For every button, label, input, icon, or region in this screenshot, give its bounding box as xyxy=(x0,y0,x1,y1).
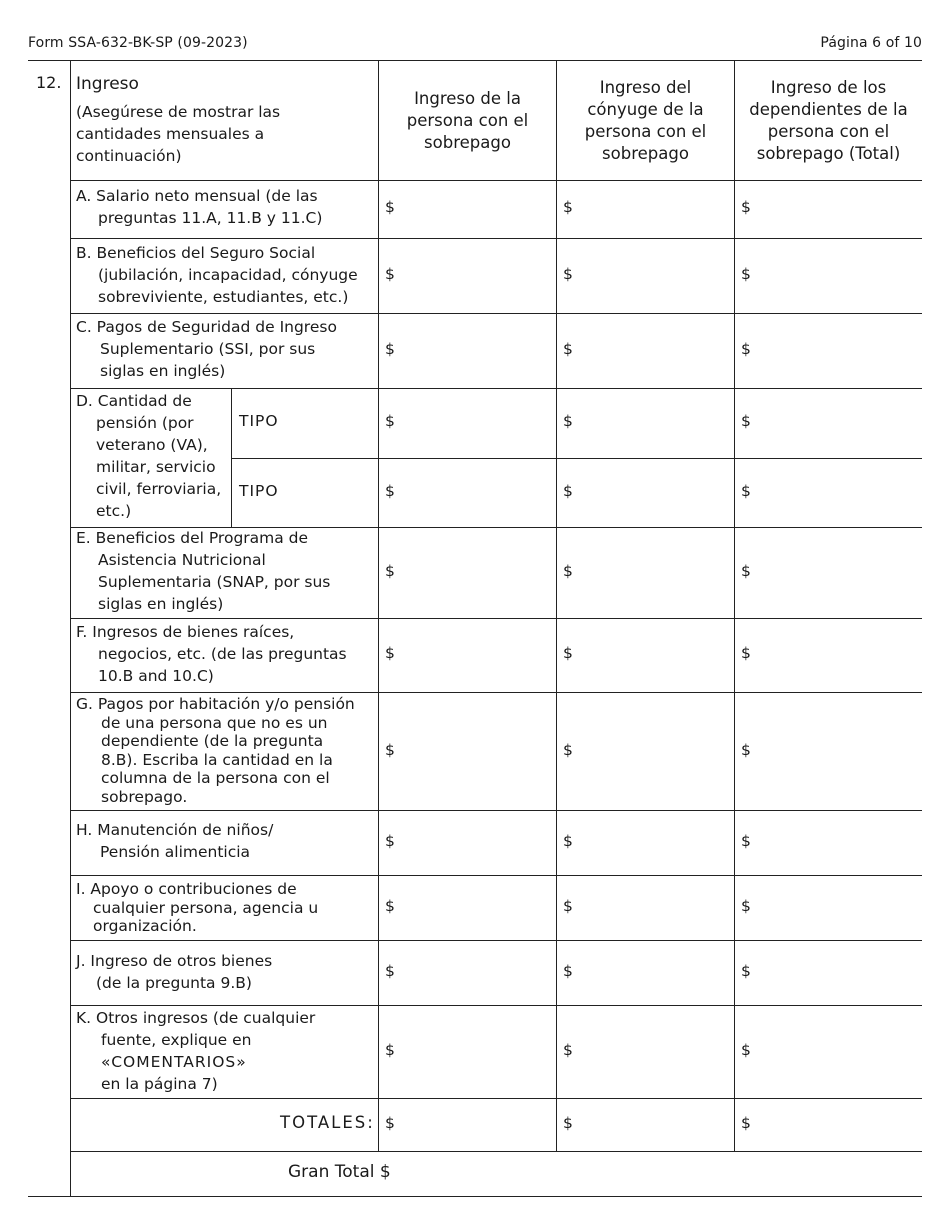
row-label-b xyxy=(76,242,358,308)
column-header-line: dependientes de la xyxy=(749,100,908,119)
totals-label: TOTALES: xyxy=(280,1113,375,1132)
row-label-line: fuente, explique en xyxy=(101,1031,252,1049)
column-header-line: cónyuge de la xyxy=(587,100,704,119)
amount-field-g-spouse[interactable]: $ xyxy=(563,741,573,759)
row-label-e xyxy=(76,527,330,615)
amount-field-i-spouse[interactable]: $ xyxy=(563,897,573,915)
row-label-line: columna de la persona con el xyxy=(101,769,330,787)
row-label-line: (jubilación, incapacidad, cónyuge xyxy=(98,266,358,284)
amount-field-g-overpaid-person[interactable]: $ xyxy=(385,741,395,759)
amount-field-f-overpaid-person[interactable]: $ xyxy=(385,644,395,662)
column-header-line: persona con el xyxy=(584,122,707,141)
row-label-line: veterano (VA), xyxy=(96,436,208,454)
amount-field-j-overpaid-person[interactable]: $ xyxy=(385,962,395,980)
amount-field-totals-overpaid-person[interactable]: $ xyxy=(385,1114,395,1132)
row-label-line: Suplementario (SSI, por sus xyxy=(100,340,316,358)
column-header-line: sobrepago (Total) xyxy=(756,144,901,163)
amount-field-c-overpaid-person[interactable]: $ xyxy=(385,340,395,358)
amount-field-h-spouse[interactable]: $ xyxy=(563,832,573,850)
page-number: Página 6 of 10 xyxy=(820,35,922,51)
row-label-line: H. Manutención de niños/ xyxy=(76,821,274,839)
grand-total-label: Gran Total $ xyxy=(288,1162,391,1182)
column-header-spouse xyxy=(557,77,734,165)
amount-field-g-dependents[interactable]: $ xyxy=(741,741,751,759)
column-header-line: persona con el xyxy=(767,122,890,141)
amount-field-c-dependents[interactable]: $ xyxy=(741,340,751,358)
row-label-line: sobrepago. xyxy=(101,787,188,806)
row-label-line: 8.B). Escriba la cantidad en la xyxy=(101,750,333,769)
amount-field-h-dependents[interactable]: $ xyxy=(741,832,751,850)
row-label-line: E. Beneficios del Programa de xyxy=(76,529,309,547)
row-label-g xyxy=(76,695,355,806)
form-id: Form SSA-632-BK-SP (09-2023) xyxy=(28,35,248,51)
row-label-line: Asistencia Nutricional xyxy=(98,551,266,569)
pension-type-label-2: TIPO xyxy=(239,482,279,500)
row-label-j xyxy=(76,950,272,994)
row-label-line: I. Apoyo o contribuciones de xyxy=(76,880,297,898)
amount-field-d1-overpaid-person[interactable]: $ xyxy=(385,412,395,430)
pension-type-label-1: TIPO xyxy=(239,412,279,430)
section-title: Ingreso xyxy=(76,74,139,94)
question-number: 12. xyxy=(36,73,62,92)
section-instructions xyxy=(76,101,280,167)
row-label-i xyxy=(76,880,318,936)
row-label-line: organización. xyxy=(93,917,197,935)
amount-field-d2-overpaid-person[interactable]: $ xyxy=(385,482,395,500)
row-label-h xyxy=(76,819,273,863)
column-header-line: Ingreso del xyxy=(599,78,692,97)
row-label-line: Pensión alimenticia xyxy=(100,843,251,861)
amount-field-a-dependents[interactable]: $ xyxy=(741,198,751,216)
row-label-line: A. Salario neto mensual (de las xyxy=(76,187,318,205)
row-label-line: siglas en inglés) xyxy=(98,595,224,613)
amount-field-k-dependents[interactable]: $ xyxy=(741,1041,751,1059)
instructions-line: continuación) xyxy=(76,147,182,165)
amount-field-i-overpaid-person[interactable]: $ xyxy=(385,897,395,915)
row-label-line: G. Pagos por habitación y/o pensión xyxy=(76,695,355,713)
amount-field-e-spouse[interactable]: $ xyxy=(563,562,573,580)
amount-field-j-spouse[interactable]: $ xyxy=(563,962,573,980)
amount-field-c-spouse[interactable]: $ xyxy=(563,340,573,358)
instructions-line: cantidades mensuales a xyxy=(76,125,265,143)
amount-field-d2-dependents[interactable]: $ xyxy=(741,482,751,500)
amount-field-totals-dependents[interactable]: $ xyxy=(741,1114,751,1132)
amount-field-k-spouse[interactable]: $ xyxy=(563,1041,573,1059)
row-label-line: preguntas 11.A, 11.B y 11.C) xyxy=(98,209,323,227)
row-label-line: civil, ferroviaria, xyxy=(96,480,222,498)
column-header-line: persona con el xyxy=(406,111,529,130)
amount-field-a-overpaid-person[interactable]: $ xyxy=(385,198,395,216)
row-label-line: C. Pagos de Seguridad de Ingreso xyxy=(76,318,337,336)
row-label-line: K. Otros ingresos (de cualquier xyxy=(76,1009,316,1027)
row-label-line: B. Beneficios del Seguro Social xyxy=(76,244,316,262)
row-label-d xyxy=(76,390,221,522)
column-header-line: Ingreso de los xyxy=(770,78,887,97)
row-label-k xyxy=(76,1007,315,1095)
row-label-line: pensión (por xyxy=(96,414,194,432)
column-header-line: sobrepago xyxy=(424,133,511,152)
amount-field-e-overpaid-person[interactable]: $ xyxy=(385,562,395,580)
row-label-line: siglas en inglés) xyxy=(100,362,226,380)
amount-field-b-dependents[interactable]: $ xyxy=(741,265,751,283)
row-label-line: 10.B and 10.C) xyxy=(98,667,214,685)
amount-field-k-overpaid-person[interactable]: $ xyxy=(385,1041,395,1059)
amount-field-b-spouse[interactable]: $ xyxy=(563,265,573,283)
row-label-line: en la página 7) xyxy=(101,1075,218,1093)
row-label-line: cualquier persona, agencia u xyxy=(93,898,319,917)
row-label-a xyxy=(76,185,322,229)
amount-field-i-dependents[interactable]: $ xyxy=(741,897,751,915)
amount-field-d2-spouse[interactable]: $ xyxy=(563,482,573,500)
row-label-line: D. Cantidad de xyxy=(76,392,192,410)
amount-field-e-dependents[interactable]: $ xyxy=(741,562,751,580)
amount-field-f-dependents[interactable]: $ xyxy=(741,644,751,662)
amount-field-h-overpaid-person[interactable]: $ xyxy=(385,832,395,850)
row-label-line: de una persona que no es un xyxy=(101,713,328,732)
row-label-line: sobreviviente, estudiantes, etc.) xyxy=(98,288,349,306)
column-header-line: Ingreso de la xyxy=(414,89,521,108)
row-label-f xyxy=(76,621,347,687)
column-header-line: sobrepago xyxy=(602,144,689,163)
row-label-line: (de la pregunta 9.B) xyxy=(96,974,252,992)
amount-field-a-spouse[interactable]: $ xyxy=(563,198,573,216)
amount-field-d1-spouse[interactable]: $ xyxy=(563,412,573,430)
row-label-c xyxy=(76,316,337,382)
amount-field-j-dependents[interactable]: $ xyxy=(741,962,751,980)
amount-field-d1-dependents[interactable]: $ xyxy=(741,412,751,430)
row-label-line: negocios, etc. (de las preguntas xyxy=(98,645,347,663)
amount-field-f-spouse[interactable]: $ xyxy=(563,644,573,662)
column-header-overpaid-person xyxy=(379,88,556,154)
row-label-line: etc.) xyxy=(96,502,132,520)
instructions-line: (Asegúrese de mostrar las xyxy=(76,103,281,121)
row-label-line: Suplementaria (SNAP, por sus xyxy=(98,573,331,591)
row-label-line: J. Ingreso de otros bienes xyxy=(76,952,273,970)
column-header-dependents xyxy=(735,77,922,165)
row-label-line: «COMENTARIOS» xyxy=(101,1053,247,1071)
row-label-line: militar, servicio xyxy=(96,458,216,476)
amount-field-totals-spouse[interactable]: $ xyxy=(563,1114,573,1132)
row-label-line: F. Ingresos de bienes raíces, xyxy=(76,623,295,641)
amount-field-b-overpaid-person[interactable]: $ xyxy=(385,265,395,283)
row-label-line: dependiente (de la pregunta xyxy=(101,732,324,750)
